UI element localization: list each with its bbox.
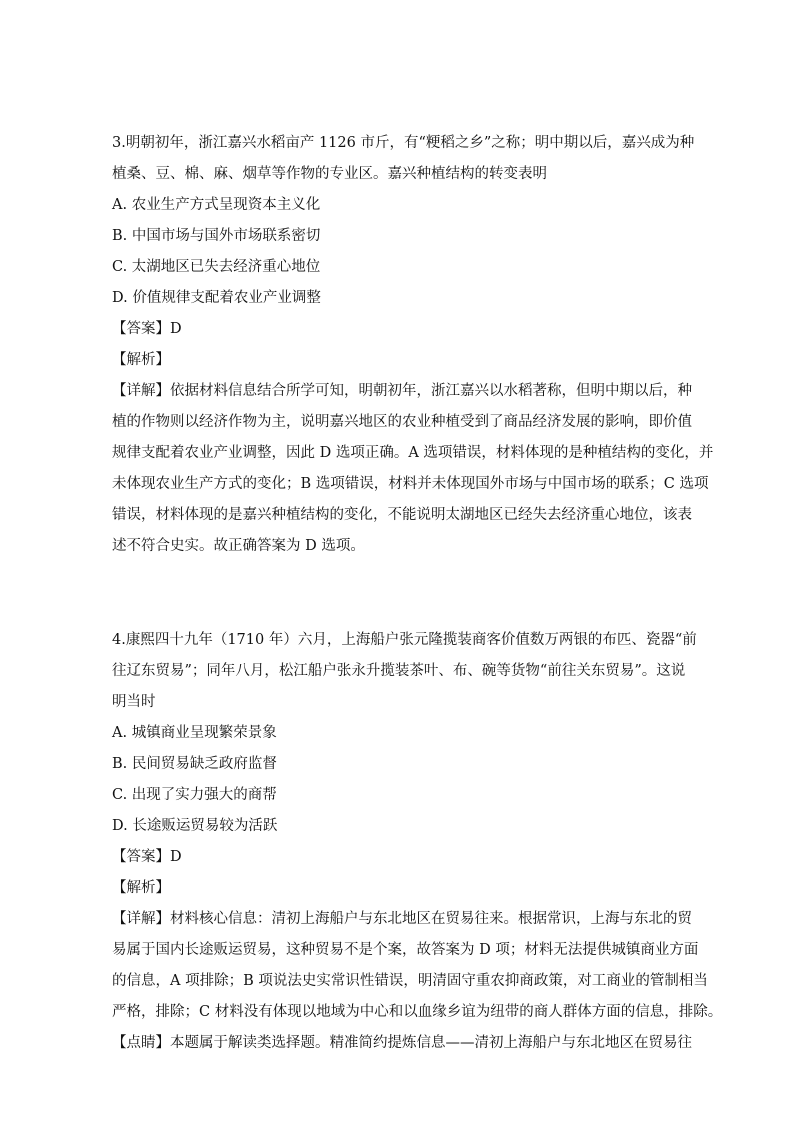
detail-line: 述不符合史实。故正确答案为 D 选项。	[112, 538, 365, 554]
detail-line: 【详解】依据材料信息结合所学可知，明朝初年，浙江嘉兴以水稻著称，但明中期以后，种	[112, 383, 692, 399]
answer-label: 【答案】D	[112, 849, 182, 865]
option-b: B. 中国市场与国外市场联系密切	[112, 228, 321, 244]
question-stem-line: 4.康熙四十九年（1710 年）六月，上海船户张元隆揽装商客价值数万两银的布匹、瓷器“前	[112, 632, 697, 648]
question-3	[112, 128, 714, 562]
option-d: D. 长途贩运贸易较为活跃	[112, 818, 278, 834]
option-b: B. 民间贸易缺乏政府监督	[112, 756, 277, 772]
option-d: D. 价值规律支配着农业产业调整	[112, 290, 321, 306]
question-4	[112, 625, 723, 1059]
detail-line: 未体现农业生产方式的变化；B 选项错误，材料并未体现国外市场与中国市场的联系；C 选项	[112, 476, 709, 492]
detail-line: 【详解】材料核心信息：清初上海船户与东北地区在贸易往来。根据常识，上海与东北的贸	[112, 911, 692, 927]
detail-line: 植的作物则以经济作物为主，说明嘉兴地区的农业种植受到了商品经济发展的影响，即价值	[112, 414, 692, 430]
detail-line: 严格，排除；C 材料没有体现以地域为中心和以血缘乡谊为纽带的商人群体方面的信息，排除。	[112, 1004, 723, 1020]
option-c: C. 太湖地区已失去经济重心地位	[112, 259, 321, 275]
analysis-title: 【解析】	[112, 880, 170, 896]
detail-line: 错误，材料体现的是嘉兴种植结构的变化，不能说明太湖地区已经失去经济重心地位，该表	[112, 507, 692, 523]
option-a: A. 城镇商业呈现繁荣景象	[112, 725, 277, 741]
detail-line: 易属于国内长途贩运贸易，这种贸易不是个案，故答案为 D 项；材料无法提供城镇商业方面	[112, 942, 699, 958]
analysis-title: 【解析】	[112, 352, 170, 368]
option-a: A. 农业生产方式呈现资本主义化	[112, 197, 321, 213]
question-stem-line: 植桑、豆、棉、麻、烟草等作物的专业区。嘉兴种植结构的转变表明	[112, 166, 547, 182]
question-stem-line: 3.明朝初年，浙江嘉兴水稻亩产 1126 市斤，有“粳稻之乡”之称；明中期以后，嘉兴成为种	[112, 135, 695, 151]
answer-label: 【答案】D	[112, 321, 182, 337]
detail-line: 的信息，A 项排除；B 项说法史实常识性错误，明清固守重农抑商政策，对工商业的管制相当	[112, 973, 708, 989]
tip-line: 【点睛】本题属于解读类选择题。精准简约提炼信息——清初上海船户与东北地区在贸易往	[112, 1035, 692, 1051]
option-c: C. 出现了实力强大的商帮	[112, 787, 277, 803]
question-stem-line: 明当时	[112, 694, 156, 710]
question-stem-line: 往辽东贸易”；同年八月，松江船户张永升揽装茶叶、布、碗等货物“前往关东贸易”。这说	[112, 663, 686, 679]
detail-line: 规律支配着农业产业调整，因此 D 选项正确。A 选项错误，材料体现的是种植结构的变化，并	[112, 445, 714, 461]
